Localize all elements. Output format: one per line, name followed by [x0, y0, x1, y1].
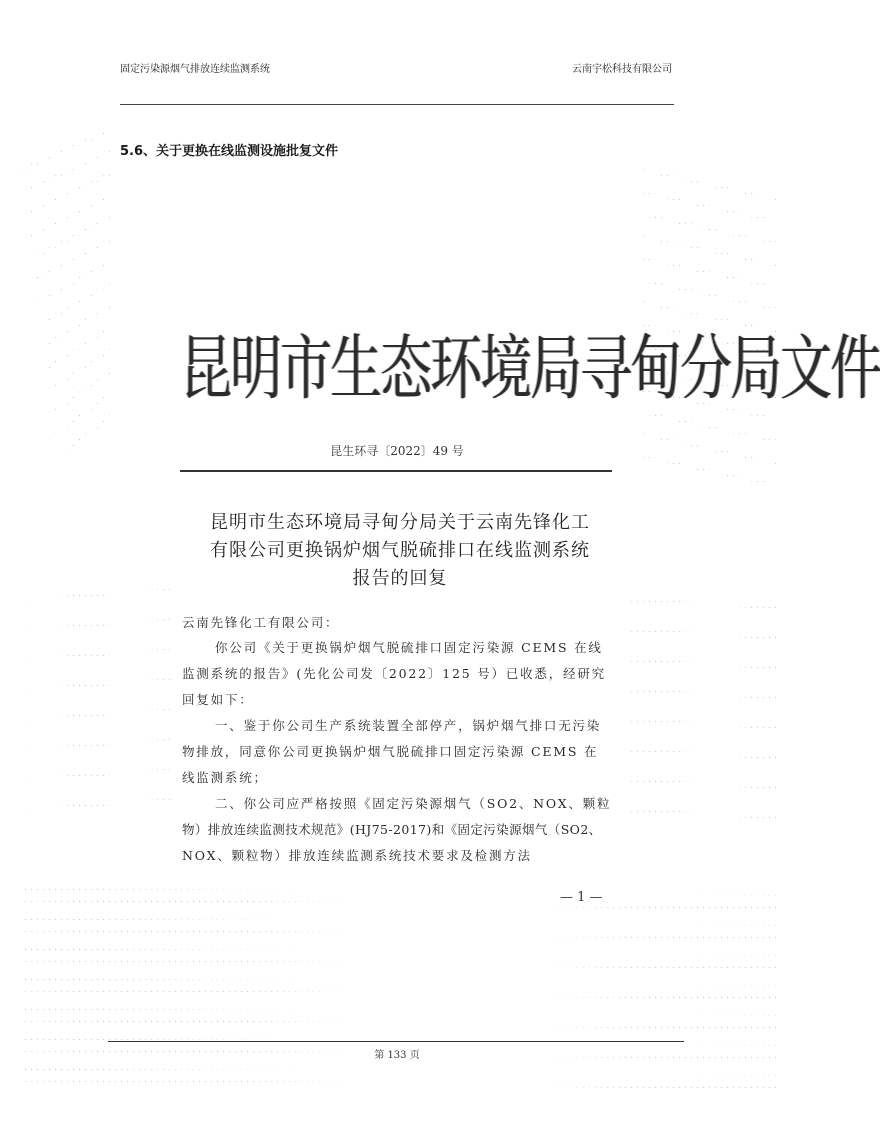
scan-dot-stroke: [20, 130, 110, 170]
body-line: 线监测系统；: [182, 770, 268, 785]
scan-dot-stroke: [630, 690, 780, 698]
body-line: 物）排放连续监测技术规范》(HJ75-2017)和《固定污染源烟气（SO2、: [182, 822, 602, 837]
scan-dot-stroke: [640, 456, 780, 486]
letterhead-rule: [180, 470, 612, 472]
document-number: 昆生环寻〔2022〕49 号: [330, 444, 464, 458]
scan-dot-stroke: [20, 930, 780, 938]
inner-page-marker: — 1 —: [560, 890, 603, 905]
scan-dot-stroke: [56, 394, 110, 434]
scan-dot-stroke: [47, 328, 110, 368]
scan-dot-stroke: [640, 280, 780, 310]
scan-dot-stroke: [20, 1020, 780, 1028]
header-left: 固定污染源烟气排放连续监测系统: [120, 64, 270, 75]
scan-dot-stroke: [35, 240, 110, 280]
body-line: 物排放，同意你公司更换锅炉烟气脱硫排口固定污染源 CEMS 在: [182, 744, 599, 759]
body-line: 回复如下：: [182, 692, 254, 707]
doc-title-line-2: 有限公司更换锅炉烟气脱硫排口在线监测系统: [210, 540, 590, 561]
scan-dot-stroke: [640, 412, 780, 442]
scan-dot-stroke: [630, 660, 780, 668]
doc-title-line-1: 昆明市生态环境局寻甸分局关于云南先锋化工: [210, 512, 590, 533]
scan-dot-stroke: [29, 196, 110, 236]
scan-dot-stroke: [20, 770, 170, 780]
scan-dot-stroke: [44, 306, 110, 346]
scan-dot-stroke: [26, 174, 110, 214]
scan-dot-stroke: [20, 960, 780, 968]
scan-dot-stroke: [50, 350, 110, 390]
scan-dot-stroke: [20, 980, 780, 984]
body-line: 一、鉴于你公司生产系统装置全部停产，锅炉烟气排口无污染: [215, 718, 602, 733]
scan-dot-stroke: [20, 890, 780, 894]
scan-dot-stroke: [640, 170, 780, 200]
header-right: 云南宇松科技有限公司: [572, 64, 672, 75]
footer-page-label: 第 133 页: [374, 1050, 420, 1061]
scan-dot-stroke: [20, 1010, 780, 1014]
header-rule: [120, 104, 674, 105]
scan-dot-stroke: [630, 600, 780, 608]
footer-rule: [108, 1041, 684, 1042]
scan-dot-stroke: [20, 950, 780, 954]
scan-dot-stroke: [23, 152, 110, 192]
scan-dot-stroke: [640, 214, 780, 244]
scan-dot-stroke: [38, 262, 110, 302]
body-line: 二、你公司应严格按照《固定污染源烟气（SO2、NOX、颗粒: [215, 796, 612, 811]
scan-dot-stroke: [20, 590, 170, 600]
body-line: 监测系统的报告》(先化公司发〔2022〕125 号）已收悉，经研究: [182, 666, 606, 681]
scan-dot-stroke: [20, 1080, 780, 1088]
scan-dot-stroke: [630, 720, 780, 728]
body-line: 你公司《关于更换锅炉烟气脱硫排口固定污染源 CEMS 在线: [215, 640, 603, 655]
scan-dot-stroke: [640, 258, 780, 288]
scan-dot-stroke: [630, 780, 780, 788]
scan-dot-stroke: [20, 1070, 780, 1074]
scan-dot-stroke: [20, 680, 170, 690]
scan-dot-stroke: [640, 236, 780, 266]
scan-dot-stroke: [630, 750, 780, 758]
scan-dot-stroke: [41, 284, 110, 324]
scan-dot-stroke: [640, 302, 780, 332]
scan-dot-stroke: [20, 710, 170, 720]
scan-dot-stroke: [20, 650, 170, 660]
scan-dot-stroke: [640, 192, 780, 222]
scan-dot-stroke: [20, 990, 780, 998]
scan-dot-stroke: [630, 810, 780, 818]
letterhead-title: 昆明市生态环境局寻甸分局文件: [180, 329, 880, 410]
scan-dot-stroke: [32, 218, 110, 258]
scan-dot-stroke: [20, 620, 170, 630]
scan-dot-stroke: [20, 900, 780, 908]
scan-dot-stroke: [20, 800, 170, 810]
scan-dot-stroke: [20, 740, 170, 750]
doc-title-line-3: 报告的回复: [352, 568, 448, 589]
scan-dot-stroke: [630, 630, 780, 638]
body-line: NOX、颗粒物）排放连续监测系统技术要求及检测方法: [182, 848, 532, 863]
scan-dot-stroke: [20, 920, 780, 924]
scan-dot-stroke: [53, 372, 110, 412]
section-title: 5.6、关于更换在线监测设施批复文件: [120, 144, 339, 159]
body-salutation: 云南先锋化工有限公司：: [182, 615, 340, 630]
